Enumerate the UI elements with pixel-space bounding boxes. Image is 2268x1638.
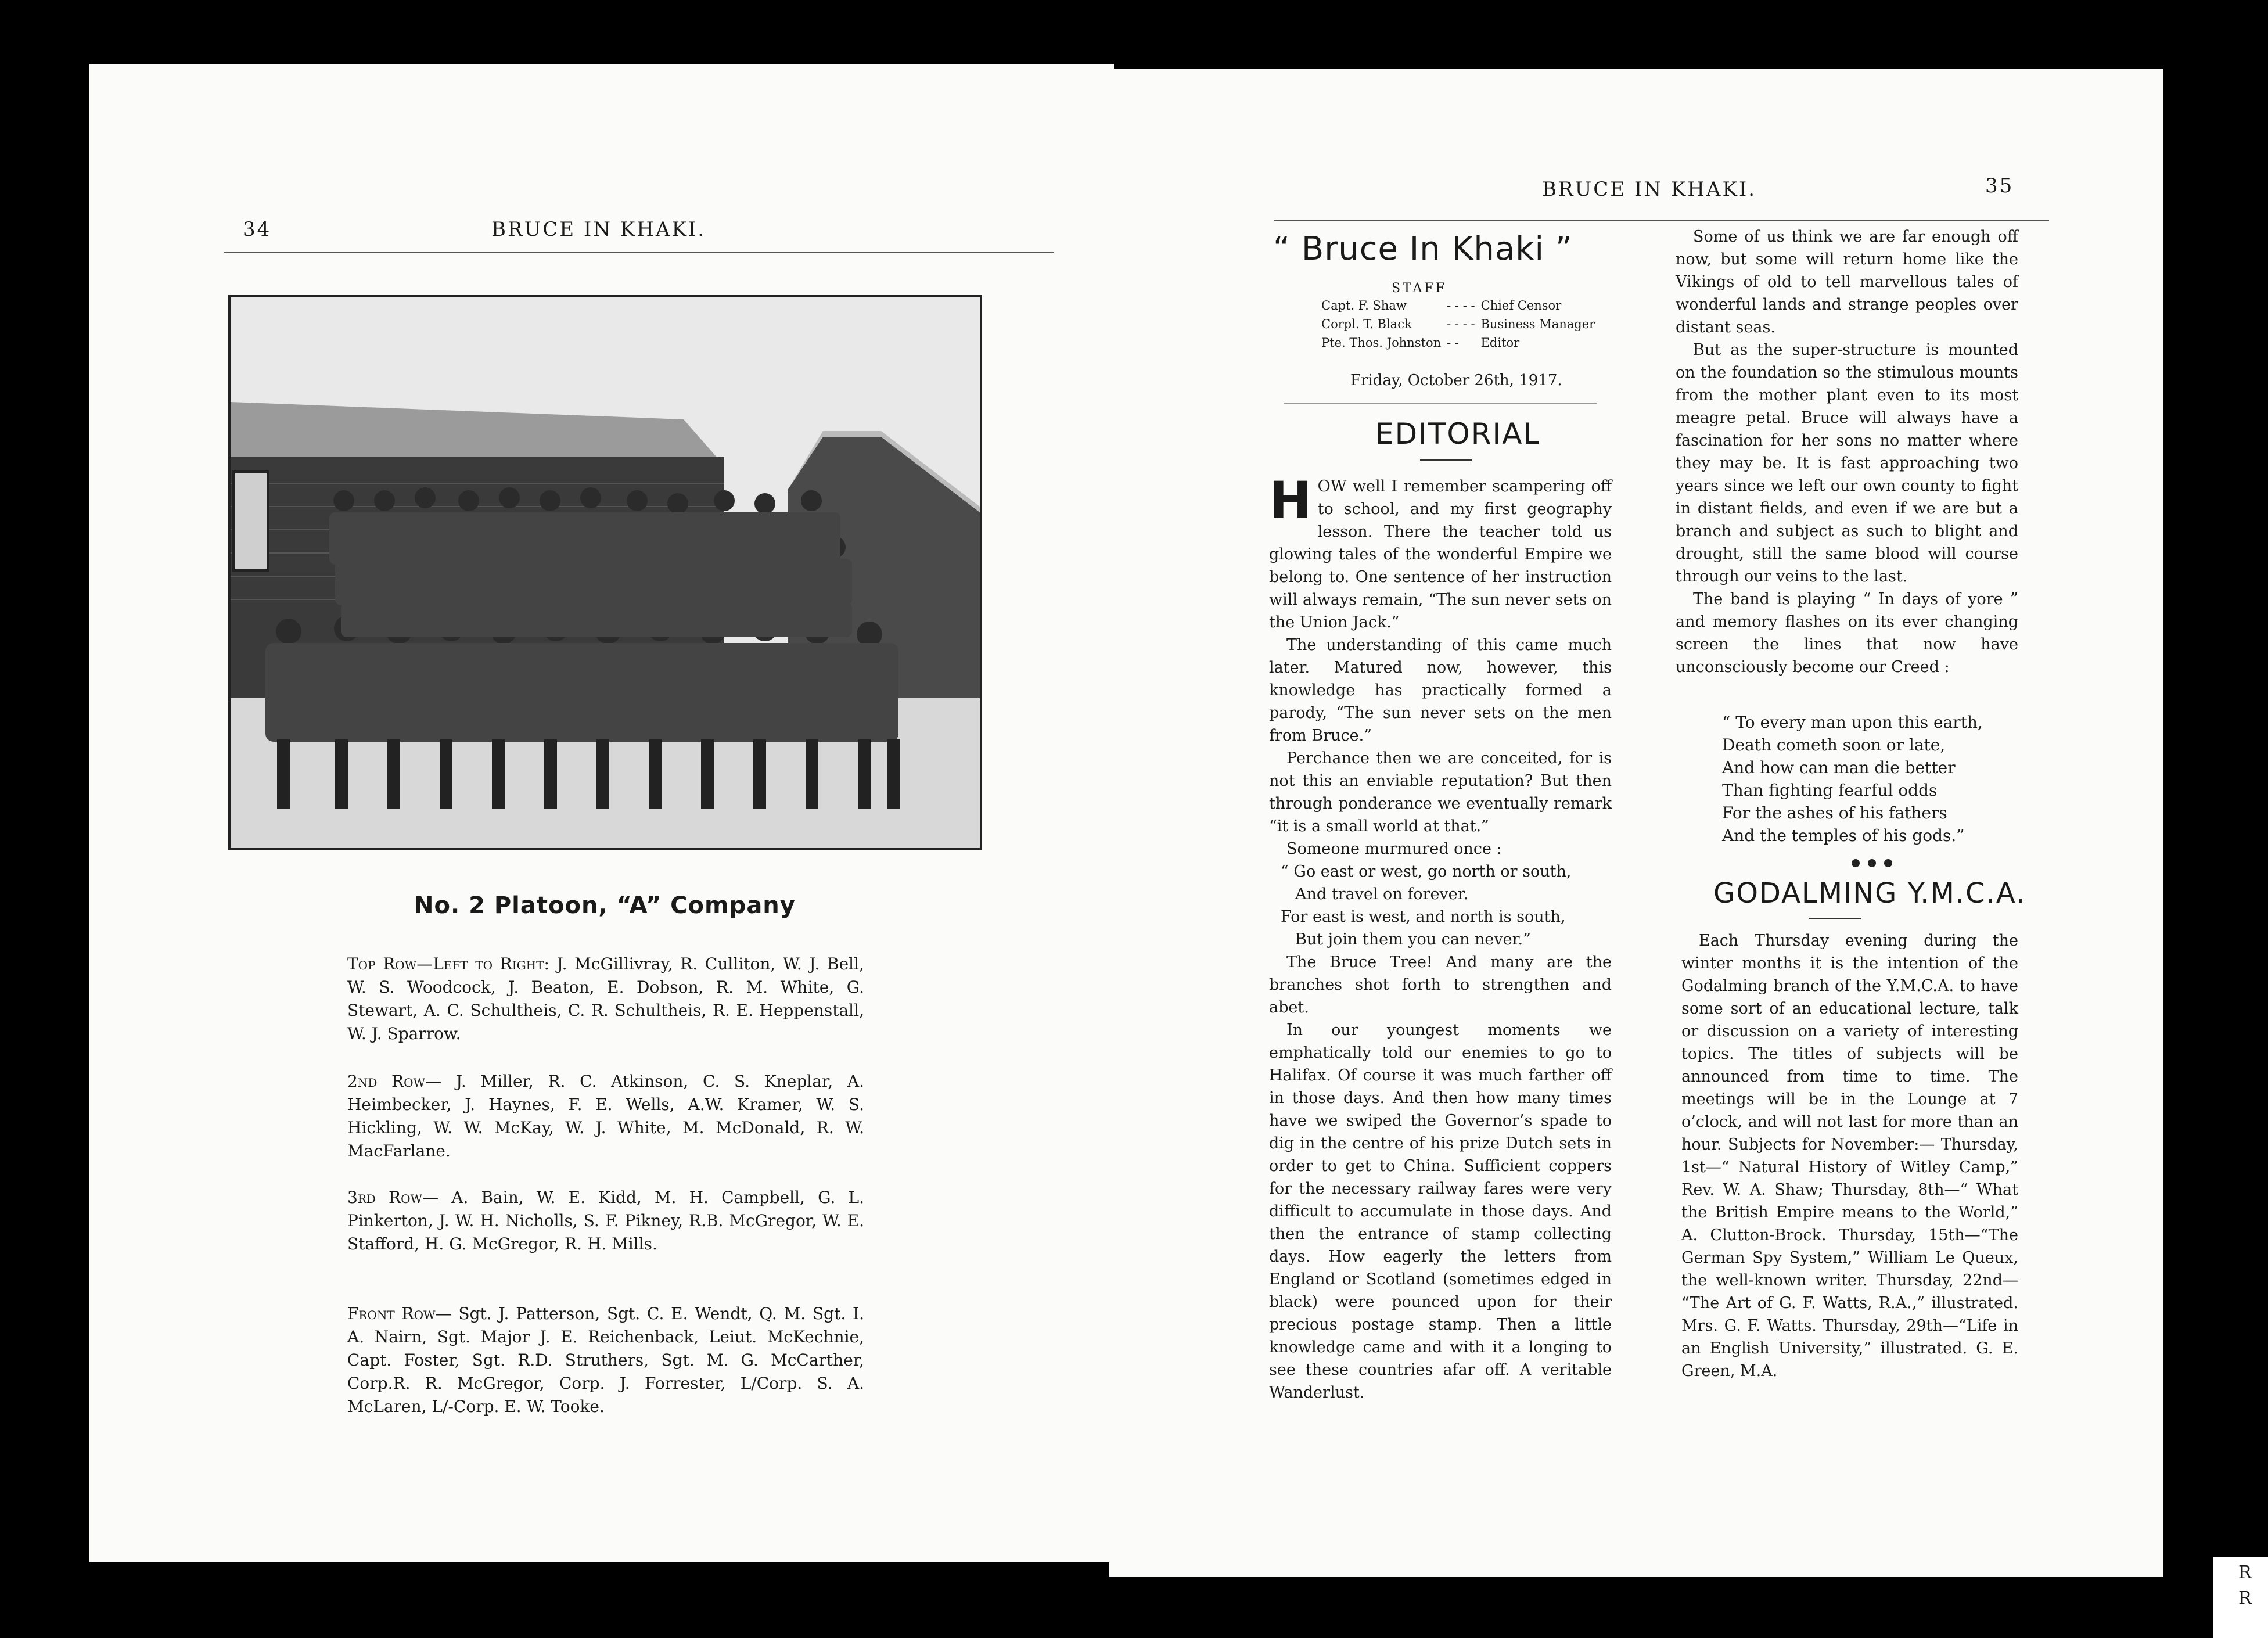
ornament-icon [1849,857,1895,869]
verse-line: For east is west, and north is south, [1281,908,1566,926]
editorial-para-2: The understanding of this came much later. Matured now, however, this knowledge has practically formed a parody, “The sun never sets on the men from Bruce.” [1269,636,1612,745]
verse-line: “ Go east or west, go north or south, [1281,863,1572,881]
row-names: Sgt. J. Patterson, Sgt. C. E. Wendt, Q. M. Sgt. I. A. Nairn, Sgt. Major J. E. Reichenback, Leiut. McKechnie, Capt. Foster, Sgt. R.D. Struthers, Sgt. M. G. McCarther, Corp.R. R. McGregor, Corp. J. Forrester, L/Corp. S. A. McLaren, L/-Corp. E. W. Tooke. [347,1304,864,1416]
row-label: Front Row— [347,1304,452,1323]
staff-name: Pte. Thos. Johnston [1321,336,1442,350]
stamp-letter: R [2238,1588,2252,1608]
roster-top-row [347,953,864,1046]
right-page [1109,69,2163,1577]
header-rule [224,252,1054,253]
row-names: A. Bain, W. E. Kidd, M. H. Campbell, G. L. Pinkerton, J. W. H. Nicholls, S. F. Pikney, R.B. McGregor, W. E. Stafford, H. G. McGregor, R. H. Mills. [347,1188,864,1253]
editorial-para-7: Some of us think we are far enough off now, but some will return home like the Vikings of old to tell marvellous tales of wonderful lands and strange peoples over distant seas. [1676,228,2018,336]
poem-line: Than fighting fearful odds [1722,781,1938,800]
editorial-para-9: The band is playing “ In days of yore ” and memory flashes on its ever changing screen the lines that now have unconsciously become our Creed : [1676,590,2018,676]
row-names: J. Miller, R. C. Atkinson, C. S. Kneplar, A. Heimbecker, J. Haynes, F. E. Wells, A.W. Kramer, W. S. Hickling, W. W. McKay, W. J. White, M. McDonald, R. W. MacFarlane. [347,1072,864,1161]
page-number: 34 [243,218,272,241]
staff-dots: - - - - [1447,299,1475,312]
editorial-heading: EDITORIAL [1375,417,1541,451]
staff-row [1321,296,1601,315]
staff-name: Corpl. T. Black [1321,317,1412,331]
staff-dots: - - [1447,336,1460,350]
poem-line: Death cometh soon or late, [1722,735,1946,755]
running-head: BRUCE IN KHAKI. [491,218,706,241]
editorial-column-1 [1269,470,1612,1404]
staff-dots: - - - - [1447,317,1475,331]
editorial-para-3: Perchance then we are conceited, for is not this an enviable reputation? But then through ponderance we eventually remark “it is a small world at that.” [1269,749,1612,835]
photo-caption: No. 2 Platoon, “A” Company [414,892,796,919]
row-label: 2nd Row— [347,1072,442,1091]
masthead-title: “ Bruce In Khaki ” [1273,230,1573,268]
staff-row [1321,333,1601,352]
roster-front-row [347,1302,864,1418]
header-rule [1274,220,2049,221]
corner-stamp [2213,1557,2268,1638]
left-page [89,64,1114,1562]
issue-date: Friday, October 26th, 1917. [1350,372,1562,389]
poem-line: “ To every man upon this earth, [1722,713,1983,732]
ymca-underline [1809,918,1861,919]
ymca-heading: GODALMING Y.M.C.A. [1713,877,2026,910]
editorial-underline [1420,459,1472,461]
editorial-para-5: The Bruce Tree! And many are the branches shot forth to strengthen and abet. [1269,953,1612,1016]
platoon-photo [228,295,982,850]
masthead-rule [1284,403,1597,404]
roster-third-row [347,1186,864,1256]
editorial-para-8: But as the super-structure is mounted on the foundation so the stimulous mounts from the mother plant even to its most meagre petal. Bruce will always have a fascination for her sons no matter where they may be. It is fast approaching two years since we left our own county to fight in distant fields, and even if we are but a branch and subject as such to blight and drought, still the same blood will course through our veins to the last. [1676,341,2018,585]
drop-cap: H [1269,470,1312,530]
creed-poem [1722,711,1983,847]
row-label: Top Row—Left to Right: [347,954,549,974]
poem-line: For the ashes of his fathers [1722,803,1947,822]
ymca-text: Each Thursday evening during the winter months it is the intention of the Godalming branch of the Y.M.C.A. to have some sort of an educational lecture, talk or discussion on a variety of interesting topics. The titles of subjects will be announced from time to time. The meetings will be in the Lounge at 7 o’clock, and will not last for more than an hour. Subjects for November:— Thursday, 1st—“ Natural History of Witley Camp,” Rev. W. A. Shaw; Thursday, 8th—“ What the British Empire means to the World,” A. Clutton-Brock. Thursday, 15th—“The German Spy System,” William Le Queux, the well-known writer. Thursday, 22nd— “The Art of G. F. Watts, R.A.,” illustrated. Mrs. G. F. Watts. Thursday, 29th—“Life in an English University,” illustrated. G. E. Green, M.A. [1681,932,2018,1380]
poem-line: And how can man die better [1722,758,1956,777]
staff-role: Chief Censor [1480,299,1562,312]
ymca-column [1681,929,2018,1382]
stamp-letter: R [2238,1562,2252,1583]
poem-line: And the temples of his gods.” [1722,826,1965,845]
staff-name: Capt. F. Shaw [1321,299,1407,312]
soldiers-image [231,297,980,848]
editorial-para-6: In our youngest moments we emphatically told our enemies to go to Halifax. Of course it was much farther off in those days. And then how many times have we swiped the Governor’s spade to dig in the centre of his prize Dutch sets in order to get to China. Sufficient coppers for the necessary railway fares were very difficult to accumulate in those days. And then the entrance of stamp collecting days. How eagerly the letters from England or Scotland (sometimes edged in black) were pounced upon for their precious postage stamp. Then a little knowledge came and with it a longing to see these countries afar off. A veritable Wanderlust. [1269,1021,1612,1402]
verse-line: And travel on forever. [1295,885,1469,903]
roster-second-row [347,1070,864,1163]
running-head: BRUCE IN KHAKI. [1542,178,1757,201]
staff-label: STAFF [1392,281,1447,296]
staff-role: Editor [1480,336,1520,350]
staff-row [1321,315,1601,333]
page-number: 35 [1985,174,2014,197]
editorial-column-2 [1676,225,2018,678]
row-label: 3rd Row— [347,1188,439,1207]
verse-line: But join them you can never.” [1295,931,1531,949]
staff-role: Business Manager [1480,317,1595,331]
row-names: J. McGillivray, R. Culliton, W. J. Bell, W. S. Woodcock, J. Beaton, E. Dobson, R. M. White, G. Stewart, A. C. Schultheis, C. R. Schultheis, R. E. Heppenstall, W. J. Sparrow. [347,954,864,1043]
editorial-para-1: OW well I remember scampering off to school, and my first geography lesson. There the teacher told us glowing tales of the wonderful Empire we belong to. One sentence of her instruction will always remain, “The sun never sets on the Union Jack.” [1269,477,1612,631]
staff-table [1321,296,1601,352]
editorial-para-4: Someone murmured once : [1286,840,1502,858]
